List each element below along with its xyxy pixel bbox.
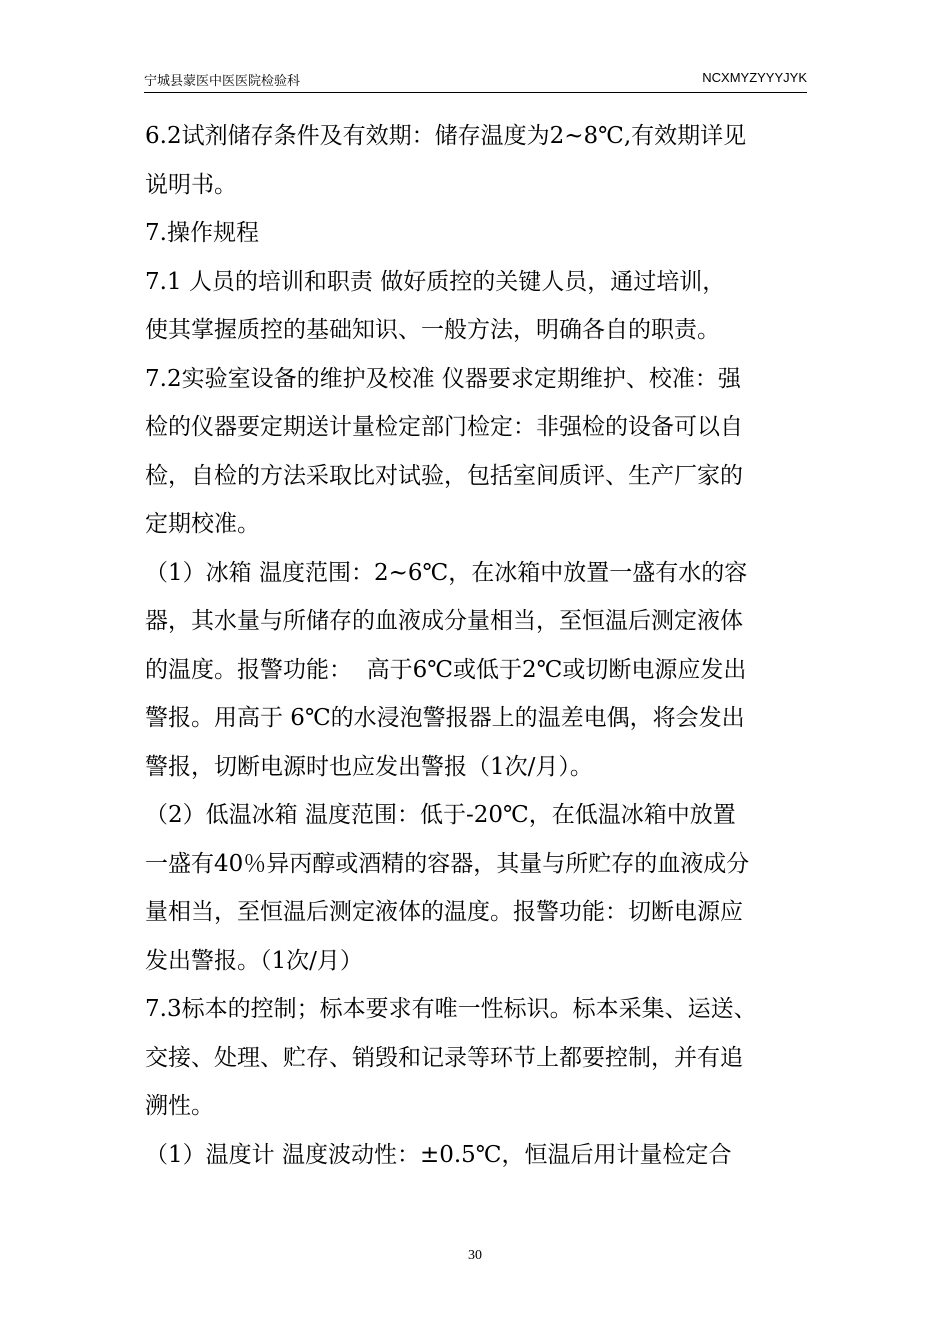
text-line: 溯性。 <box>145 1093 214 1119</box>
document-body <box>145 112 810 1179</box>
text-line: 器，其水量与所储存的血液成分量相当，至恒温后测定液体 <box>145 608 743 634</box>
page-number: 30 <box>468 1248 482 1263</box>
text-line: 定期校准。 <box>145 511 260 537</box>
text-line: 量相当，至恒温后测定液体的温度。报警功能：切断电源应 <box>145 899 743 925</box>
text-line: （1）温度计 温度波动性：±0.5℃，恒温后用计量检定合 <box>145 1141 732 1168</box>
text-line: 检，自检的方法采取比对试验，包括室间质评、生产厂家的 <box>145 462 743 489</box>
page-header <box>144 70 807 93</box>
text-line: （2）低温冰箱 温度范围：低于-20℃，在低温冰箱中放置 <box>145 802 736 828</box>
text-line: 警报，切断电源时也应发出警报（1次/月）。 <box>145 753 593 780</box>
text-line: 使其掌握质控的基础知识、一般方法，明确各自的职责。 <box>145 317 720 343</box>
text-line: 7.1 人员的培训和职责 做好质控的关键人员，通过培训， <box>145 268 726 295</box>
text-line: 的温度。报警功能： 高于6℃或低于2℃或切断电源应发出 <box>145 656 747 683</box>
text-line: 7.3标本的控制；标本要求有唯一性标识。标本采集、运送、 <box>145 996 757 1022</box>
header-institution: 宁城县蒙医中医医院检验科 <box>144 74 301 89</box>
text-line: 检的仪器要定期送计量检定部门检定：非强检的设备可以自 <box>145 414 743 440</box>
text-line: （1）冰箱 温度范围：2~6℃，在冰箱中放置一盛有水的容 <box>145 559 748 586</box>
text-line: 一盛有40％异丙醇或酒精的容器，其量与所贮存的血液成分 <box>145 850 750 877</box>
header-code: NCXMYZYYYJYK <box>702 70 807 85</box>
text-line: 6.2试剂储存条件及有效期：储存温度为2~8℃,有效期详见 <box>145 123 747 149</box>
text-line: 交接、处理、贮存、销毁和记录等环节上都要控制，并有追 <box>145 1044 743 1071</box>
text-line: 7.2实验室设备的维护及校准 仪器要求定期维护、校准：强 <box>145 365 741 392</box>
text-line: 发出警报。（1次/月） <box>145 947 363 974</box>
text-line: 说明书。 <box>145 171 237 198</box>
text-line: 警报。用高于 6℃的水浸泡警报器上的温差电偶，将会发出 <box>145 705 745 731</box>
section-heading: 7.操作规程 <box>145 220 259 246</box>
